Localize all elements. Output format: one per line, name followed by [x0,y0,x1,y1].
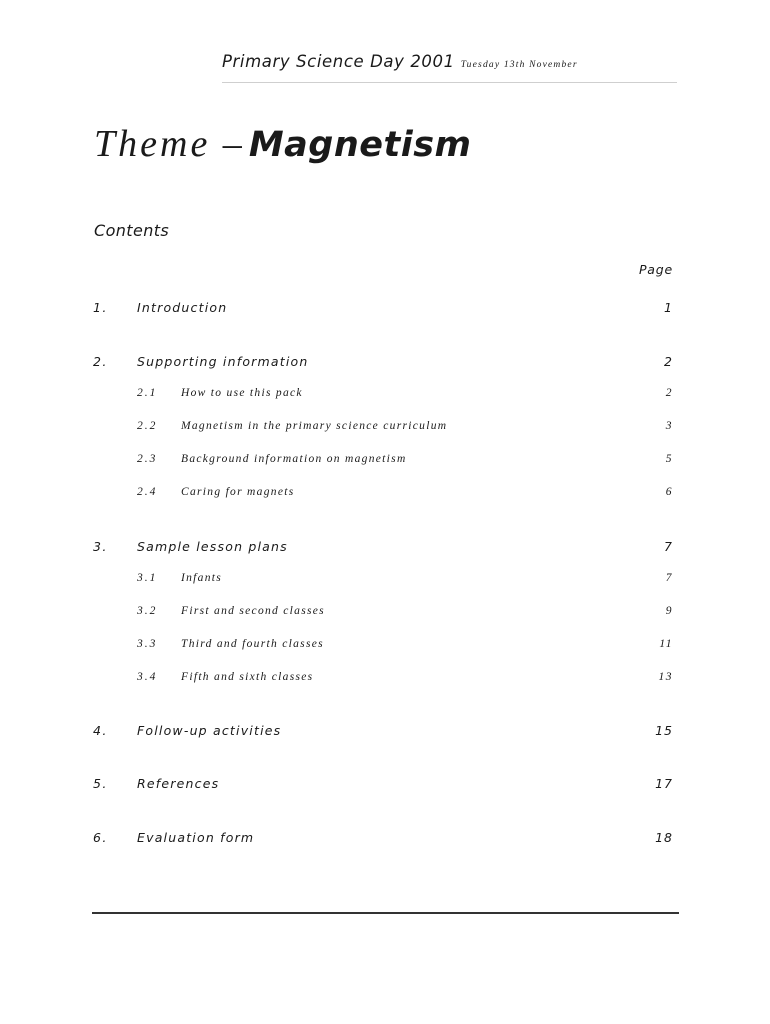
toc-subsection-number: 2.3 [137,453,158,465]
toc-subsection-title: Infants [181,572,223,584]
toc-section-number: 1. [93,300,108,315]
header-divider [222,82,677,83]
toc-section [0,539,770,557]
toc-section-page: 18 [655,830,673,845]
toc-subsection [0,420,770,438]
toc-subsection-title: Magnetism in the primary science curriculum [181,420,448,432]
toc-subsection-page: 2 [665,387,673,399]
toc-subsection-title: Third and fourth classes [181,638,324,650]
toc-section-title: Introduction [137,300,228,315]
toc-subsection [0,605,770,623]
toc-section-page: 15 [655,723,673,738]
toc-subsection-number: 3.2 [137,605,158,617]
document-title [94,122,472,166]
toc-section-page: 2 [664,354,673,369]
toc-section [0,830,770,848]
toc-section-number: 2. [93,354,108,369]
toc-subsection-title: Background information on magnetism [181,453,407,465]
toc-subsection-number: 3.4 [137,671,158,683]
toc-subsection-page: 11 [659,638,673,650]
toc-section-title: Sample lesson plans [137,539,288,554]
toc-section-title: References [137,776,220,791]
page-column-heading: Page [638,262,673,277]
toc-section-title: Evaluation form [137,830,255,845]
theme-prefix: Theme – [94,123,245,165]
header-date: Tuesday 13th November [460,60,578,70]
toc-subsection-page: 7 [665,572,673,584]
toc-subsection [0,572,770,590]
toc-subsection-title: How to use this pack [181,387,303,399]
toc-section-number: 3. [93,539,108,554]
toc-section-page: 7 [664,539,673,554]
toc-subsection-number: 2.4 [137,486,158,498]
toc-subsection-number: 3.3 [137,638,158,650]
toc-subsection-page: 9 [665,605,673,617]
toc-section [0,354,770,372]
toc-section-title: Supporting information [137,354,309,369]
toc-subsection [0,486,770,504]
toc-subsection-number: 2.1 [137,387,158,399]
toc-subsection [0,638,770,656]
toc-subsection-number: 2.2 [137,420,158,432]
toc-section-number: 6. [93,830,108,845]
toc-subsection-title: First and second classes [181,605,325,617]
header-title: Primary Science Day 2001 [222,52,455,71]
toc-subsection-page: 3 [665,420,673,432]
toc-section-page: 17 [655,776,673,791]
theme-name: Magnetism [248,125,472,165]
footer-divider [92,912,679,914]
toc-section-page: 1 [664,300,673,315]
page-header [222,52,578,72]
toc-section [0,723,770,741]
toc-subsection-page: 6 [665,486,673,498]
toc-section-number: 4. [93,723,108,738]
toc-section-title: Follow-up activities [137,723,282,738]
toc-subsection-title: Caring for magnets [181,486,295,498]
toc-subsection-number: 3.1 [137,572,158,584]
toc-section [0,300,770,318]
toc-subsection [0,453,770,471]
toc-subsection-page: 5 [665,453,673,465]
toc-subsection-title: Fifth and sixth classes [181,671,314,683]
toc-subsection-page: 13 [658,671,673,683]
toc-subsection [0,387,770,405]
toc-section-number: 5. [93,776,108,791]
contents-heading: Contents [94,221,170,240]
toc-section [0,776,770,794]
toc-subsection [0,671,770,689]
